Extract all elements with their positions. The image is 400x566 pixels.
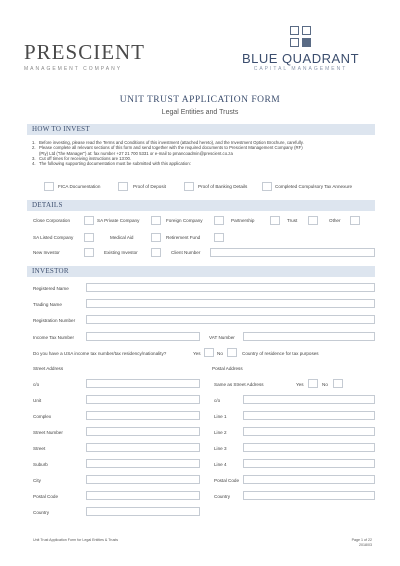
postal-postal-code-input[interactable]: [243, 475, 375, 484]
proof-of-banking-label: Proof of Banking Details: [198, 184, 248, 189]
same-yes-label: Yes: [296, 382, 304, 387]
prescient-logo-name: PRESCIENT: [24, 40, 146, 64]
blue-quadrant-logo: [233, 26, 368, 72]
foreign-company-label: Foreign Company: [166, 218, 203, 223]
suburb-input[interactable]: [86, 459, 200, 468]
street-country-label: Country: [33, 510, 50, 515]
postal-co-input[interactable]: [243, 395, 375, 404]
investor-heading: INVESTOR: [27, 266, 375, 277]
footer-code: 2018/03: [359, 543, 372, 547]
same-as-street-label: Same as Street Address: [214, 382, 264, 387]
existing-investor-checkbox[interactable]: [151, 248, 161, 257]
prescient-logo: [24, 40, 145, 72]
prescient-logo-tagline: MANAGEMENT COMPANY: [24, 66, 123, 72]
registered-name-label: Registered Name: [33, 286, 69, 291]
partnership-checkbox[interactable]: [270, 216, 280, 225]
income-tax-number-label: Income Tax Number: [33, 335, 75, 340]
trust-label: Trust: [287, 218, 298, 223]
same-no-checkbox[interactable]: [333, 379, 343, 388]
fica-checkbox[interactable]: [44, 182, 54, 191]
blue-quadrant-logo-name: BLUE QUADRANT: [241, 51, 360, 66]
client-number-label: Client Number: [171, 250, 201, 255]
usa-no-label: No: [217, 351, 223, 356]
same-yes-checkbox[interactable]: [308, 379, 318, 388]
income-tax-number-input[interactable]: [86, 332, 200, 341]
instruction-item: 3. Cut off times for receiving instructions are 13:00.: [32, 155, 132, 161]
instruction-item: 4. The following supporting documentation must be submitted with this application:: [32, 161, 191, 167]
street-input[interactable]: [86, 443, 200, 452]
complex-label: Complex: [33, 414, 52, 419]
line3-input[interactable]: [243, 443, 375, 452]
postal-country-label: Country: [214, 494, 231, 499]
new-investor-checkbox[interactable]: [84, 248, 94, 257]
line4-input[interactable]: [243, 459, 375, 468]
usa-no-checkbox[interactable]: [227, 348, 237, 357]
how-to-invest-heading: HOW TO INVEST: [27, 124, 375, 135]
street-co-label: c/o: [33, 382, 40, 387]
footer-page-number: Page 1 of 22: [351, 538, 372, 542]
proof-of-deposit-checkbox[interactable]: [118, 182, 128, 191]
medical-aid-label: Medical Aid: [110, 235, 134, 240]
foreign-company-checkbox[interactable]: [214, 216, 224, 225]
suburb-label: Suburb: [33, 462, 48, 467]
street-country-input[interactable]: [86, 507, 200, 516]
line2-input[interactable]: [243, 427, 375, 436]
tax-annexure-checkbox[interactable]: [262, 182, 272, 191]
usa-yes-checkbox[interactable]: [204, 348, 214, 357]
form-subtitle: Legal Entities and Trusts: [161, 109, 239, 116]
street-co-input[interactable]: [86, 379, 200, 388]
street-label: Street: [33, 446, 46, 451]
registration-number-label: Registration Number: [33, 318, 76, 323]
existing-investor-label: Existing Investor: [104, 250, 138, 255]
trust-checkbox[interactable]: [308, 216, 318, 225]
instruction-item: 2. Please complete all relevant sections of this form and send together with the required documents to Prescient Management Company (RF): [32, 145, 303, 151]
client-number-input[interactable]: [210, 248, 375, 257]
retirement-fund-checkbox[interactable]: [214, 233, 224, 242]
usa-tax-question: Do you have a USA income tax number/tax residency/nationality?: [33, 351, 167, 356]
form-title: UNIT TRUST APPLICATION FORM: [119, 95, 281, 105]
close-corporation-label: Close Corporation: [33, 218, 71, 223]
partnership-label: Partnership: [231, 218, 255, 223]
postal-postal-code-label: Postal Code: [214, 478, 240, 483]
same-no-label: No: [322, 382, 328, 387]
vat-number-label: VAT Number: [209, 335, 235, 340]
street-number-label: Street Number: [33, 430, 63, 435]
postal-co-label: c/o: [214, 398, 221, 403]
close-corporation-checkbox[interactable]: [84, 216, 94, 225]
instruction-item: 1. Before investing, please read the Terms and Conditions of this investment (attached hereto), and the Investment Option Brochure, carefully.: [32, 140, 304, 145]
unit-input[interactable]: [86, 395, 200, 404]
proof-of-banking-checkbox[interactable]: [184, 182, 194, 191]
sa-private-company-checkbox[interactable]: [151, 216, 161, 225]
sa-listed-company-label: SA Listed Company: [33, 235, 74, 240]
unit-label: Unit: [33, 398, 42, 403]
details-heading: DETAILS: [27, 200, 375, 211]
city-input[interactable]: [86, 475, 200, 484]
registered-name-input[interactable]: [86, 283, 375, 292]
street-number-input[interactable]: [86, 427, 200, 436]
usa-yes-label: Yes: [193, 351, 201, 356]
country-residence-label: Country of residence for tax purposes: [242, 351, 319, 356]
postal-country-input[interactable]: [243, 491, 375, 500]
footer-form-name: Unit Trust Application Form for Legal Entities & Trusts: [33, 538, 119, 542]
registration-number-input[interactable]: [86, 315, 375, 324]
other-label: Other: [329, 218, 341, 223]
other-checkbox[interactable]: [350, 216, 360, 225]
quadrant-mark-icon: [290, 26, 312, 48]
trading-name-input[interactable]: [86, 299, 375, 308]
medical-aid-checkbox[interactable]: [151, 233, 161, 242]
line3-label: Line 3: [214, 446, 227, 451]
sa-listed-company-checkbox[interactable]: [84, 233, 94, 242]
instructions-list: [32, 140, 372, 166]
proof-of-deposit-label: Proof of Deposit: [133, 184, 166, 189]
vat-number-input[interactable]: [243, 332, 375, 341]
instruction-item: (Pty) Ltd ("the Manager") at: fax number +27 21 700 5331 or e-mail to pmancoadmin@prescient.co.za: [39, 150, 233, 156]
tax-annexure-label: Completed Compulsory Tax Annexure: [275, 184, 353, 189]
blue-quadrant-logo-tagline: CAPITAL MANAGEMENT: [253, 66, 348, 72]
line4-label: Line 4: [214, 462, 227, 467]
street-postal-code-label: Postal Code: [33, 494, 59, 499]
line2-label: Line 2: [214, 430, 227, 435]
fica-label: FICA Documentation: [58, 184, 101, 189]
city-label: City: [33, 478, 41, 483]
complex-input[interactable]: [86, 411, 200, 420]
street-address-heading: Street Address: [33, 366, 64, 371]
street-postal-code-input[interactable]: [86, 491, 200, 500]
trading-name-label: Trading Name: [33, 302, 62, 307]
line1-label: Line 1: [214, 414, 227, 419]
new-investor-label: New Investor: [33, 250, 60, 255]
sa-private-company-label: SA Private Company: [97, 218, 140, 223]
retirement-fund-label: Retirement Fund: [166, 235, 201, 240]
line1-input[interactable]: [243, 411, 375, 420]
postal-address-heading: Postal Address: [212, 366, 243, 371]
